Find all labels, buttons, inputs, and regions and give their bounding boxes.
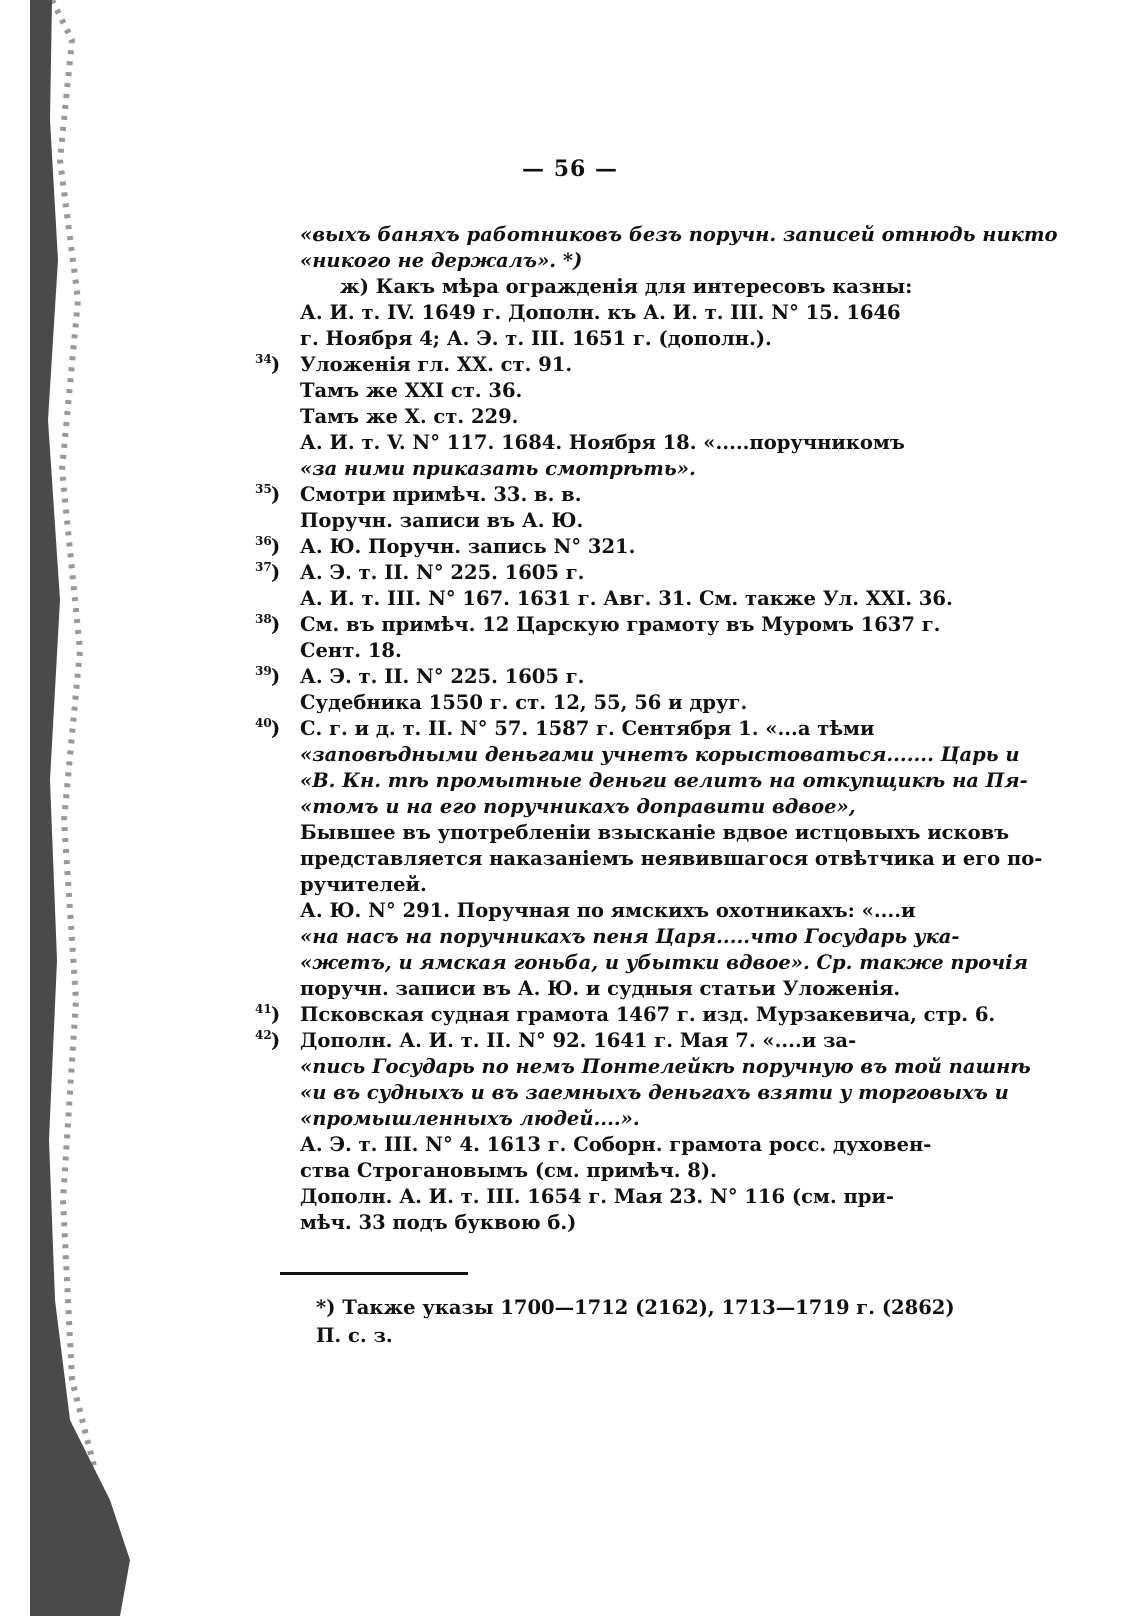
note-paren: ) (271, 561, 281, 584)
text-line: Поручн. записи въ А. Ю. (300, 509, 584, 532)
note-number: 39 (255, 664, 272, 678)
text-line (255, 664, 585, 690)
text-line-content: См. въ примѣч. 12 Царскую грамоту въ Муромъ 1637 г. (300, 613, 941, 636)
note-number: 40 (255, 716, 272, 730)
note-paren: ) (271, 665, 281, 688)
text-line: «пись Государь по немъ Понтелейкѣ поручную въ той пашнѣ (300, 1055, 1031, 1078)
text-line: ства Строгановымъ (см. примѣч. 8). (300, 1159, 717, 1182)
text-line: Дополн. А. И. т. III. 1654 г. Мая 23. N° 116 (см. при- (300, 1185, 894, 1208)
text-line: «В. Кн. тѣ промытные деньги велитъ на откупщикѣ на Пя- (300, 769, 1028, 792)
note-number: 42 (255, 1028, 272, 1042)
text-line: «выхъ баняхъ работниковъ безъ поручн. записей отнюдь никто (300, 223, 1058, 246)
text-line-content: С. г. и д. т. II. N° 57. 1587 г. Сентября 1. «...а тѣми (300, 717, 875, 740)
text-line: поручн. записи въ А. Ю. и судныя статьи Уложенія. (300, 977, 901, 1000)
text-line: А. И. т. III. N° 167. 1631 г. Авг. 31. См. также Ул. XXI. 36. (300, 587, 953, 610)
text-line: ручителей. (300, 873, 427, 896)
text-line (255, 560, 585, 586)
note-number: 38 (255, 612, 272, 626)
note-paren: ) (271, 483, 281, 506)
text-line: мѣч. 33 подъ буквою б.) (300, 1211, 577, 1234)
text-line: Тамъ же X. ст. 229. (300, 405, 519, 428)
text-line (255, 612, 941, 638)
text-line: Бывшее въ употребленіи взысканіе вдвое истцовыхъ исковъ (300, 821, 1010, 844)
text-line: г. Ноября 4; А. Э. т. III. 1651 г. (дополн.). (300, 327, 772, 350)
text-line: А. И. т. V. N° 117. 1684. Ноября 18. «.....поручникомъ (300, 431, 905, 454)
text-line (255, 352, 573, 378)
text-line-content: Уложенія гл. XX. ст. 91. (300, 353, 573, 376)
note-number: 37 (255, 560, 272, 574)
footnote-line-1 (316, 1296, 955, 1319)
text-line: Сент. 18. (300, 639, 402, 662)
text-line-content: Дополн. А. И. т. II. N° 92. 1641 г. Мая 7. «....и за- (300, 1029, 857, 1052)
text-line (255, 1028, 857, 1054)
note-paren: ) (271, 1003, 281, 1026)
text-line: А. И. т. IV. 1649 г. Дополн. къ А. И. т. III. N° 15. 1646 (300, 301, 901, 324)
footnote-line-2: П. с. з. (316, 1324, 393, 1347)
text-line (255, 534, 636, 560)
text-line (255, 482, 582, 508)
text-line: «за ними приказать смотрѣть». (300, 457, 696, 480)
text-line: «промышленныхъ людей....». (300, 1107, 640, 1130)
scanned-binding-edge (0, 0, 150, 1616)
text-line-content: А. Ю. Поручн. запись N° 321. (300, 535, 636, 558)
page-number: — 56 — (522, 156, 618, 182)
note-number: 34 (255, 352, 272, 366)
text-line: «томъ и на его поручникахъ доправити вдвое», (300, 795, 856, 818)
text-line: «на насъ на поручникахъ пеня Царя.....что Государь ука- (300, 925, 960, 948)
text-line: Судебника 1550 г. ст. 12, 55, 56 и друг. (300, 691, 748, 714)
text-line: «никого не держалъ». *) (300, 249, 583, 272)
text-line-content: А. Э. т. II. N° 225. 1605 г. (300, 665, 585, 688)
note-paren: ) (271, 1029, 281, 1052)
text-line-content: А. Э. т. II. N° 225. 1605 г. (300, 561, 585, 584)
note-number: 41 (255, 1002, 272, 1016)
text-line: А. Ю. N° 291. Поручная по ямскихъ охотникахъ: «....и (300, 899, 916, 922)
text-line (255, 1002, 996, 1028)
text-line (255, 716, 875, 742)
note-paren: ) (271, 535, 281, 558)
footnote-rule (280, 1272, 468, 1275)
note-number: 36 (255, 534, 272, 548)
text-line-content: Смотри примѣч. 33. в. в. (300, 483, 582, 506)
note-paren: ) (271, 717, 281, 740)
text-line: «и въ судныхъ и въ заемныхъ деньгахъ взяти у торговыхъ и (300, 1081, 1009, 1104)
note-paren: ) (271, 353, 281, 376)
note-paren: ) (271, 613, 281, 636)
text-line: представляется наказаніемъ неявившагося отвѣтчика и его по- (300, 847, 1043, 870)
footnote-marker: *) (316, 1296, 336, 1319)
text-line-content: Псковская судная грамота 1467 г. изд. Мурзакевича, стр. 6. (300, 1003, 996, 1026)
text-line: ж) Какъ мѣра огражденія для интересовъ казны: (340, 275, 913, 298)
text-line: Тамъ же XXI ст. 36. (300, 379, 523, 402)
text-line: «жетъ, и ямская гоньба, и убытки вдвое». Ср. также прочія (300, 951, 1029, 974)
note-number: 35 (255, 482, 272, 496)
footnote-text: Также указы 1700—1712 (2162), 1713—1719 г. (2862) (342, 1296, 955, 1319)
text-line: «заповѣдными деньгами учнетъ корыстоваться....... Царь и (300, 743, 1020, 766)
text-line: А. Э. т. III. N° 4. 1613 г. Соборн. грамота росс. духовен- (300, 1133, 932, 1156)
